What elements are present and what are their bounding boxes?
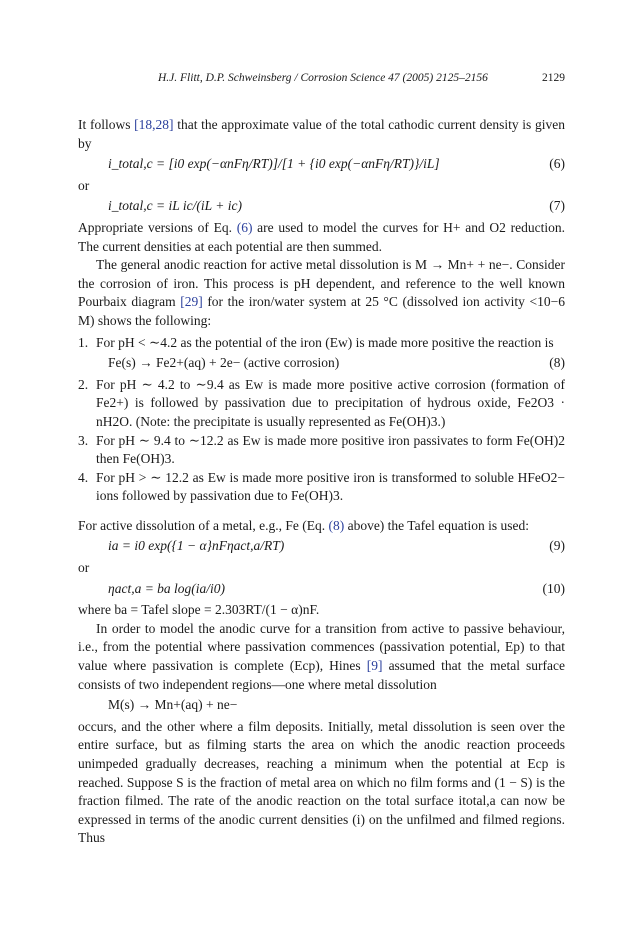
equation-expression: M(s) → Mn+(aq) + ne− [108,697,238,713]
list-marker: 2. [78,376,89,392]
equation-expression: i_total,c = iL ic/(iL + ic) [108,198,242,214]
equation-6 [78,155,565,174]
text: In order to model the anodic curve for a transition from active to passive behaviour, i.e., from the potential where passivation commences (passivation potential, Ep) to that value where passivation is complete (Ecp), Hines [78,620,565,674]
text: It follows [78,117,135,132]
paragraph-4 [78,517,565,536]
text: Appropriate versions of Eq. [78,219,237,235]
equation-expression: ia = i0 exp({1 − α}nFηact,a/RT) [108,538,285,554]
paragraph-1 [78,116,565,153]
equation-dissolution [78,696,565,715]
or-label: or [78,560,90,576]
list-item-text: For pH ∼ 9.4 to ∼12.2 as Ew is made more positive iron passivates to form Fe(OH)2 then Fe(OH)3. [96,432,565,467]
list-marker: 3. [78,432,89,448]
equation-expression: ηact,a = ba log(ia/i0) [108,580,226,596]
list-item-text: For pH < ∼4.2 as the potential of the iron (Ew) is made more positive the reaction is [96,334,554,350]
text: that the approximate value of the total cathodic current density is given by [78,117,565,151]
list-item [78,432,565,469]
paragraph-2 [78,219,565,256]
list-item [78,334,565,373]
equation-8 [96,354,565,373]
text: assumed that the metal surface consists of two independent regions—one where metal dissolution [78,658,566,692]
list-item-text: For pH ∼ 4.2 to ∼9.4 as Ew is made more positive active corrosion (formation of Fe2+) is followed by passivation due to precipitation of hydrous oxide, Fe2O3 · nH2O. (Note: the precipitate is usually represented as Fe(OH)3.) [96,376,565,429]
citation-link[interactable]: [9] [366,658,383,674]
equation-number: (6) [549,156,565,172]
list-item [78,469,565,506]
equation-10 [78,580,565,599]
pourbaix-list [78,334,565,506]
journal-citation: H.J. Flitt, D.P. Schweinsberg / Corrosion Science 47 (2005) 2125–2156 [158,72,488,84]
citation-link[interactable]: [29] [180,294,203,310]
page-number: 2129 [542,72,565,84]
text: For active dissolution of a metal, e.g., Fe (Eq. [78,517,329,533]
text: are used to model the curves for H+ and O2 reduction. The current densities at each potential are then summed. [78,219,565,254]
paragraph-7: occurs, and the other where a film deposits. Initially, metal dissolution is seen over the entire surface, but as filming starts the area on which the anodic reaction proceeds unimpeded gradually decreases, reaching a minimum when the potential at Ecp is reached. Suppose S is the fraction of metal area on which no film forms and (1 − S) is the fraction filmed. The rate of the anodic reaction on the total surface itotal,a can now be expressed in terms of the anodic current densities (i) on the unfilmed and filmed regions. Thus [78,718,565,846]
paragraph-5: where ba = Tafel slope = 2.303RT/(1 − α)nF. [78,602,320,618]
text: The general anodic reaction for active metal dissolution is M → Mn+ + ne−. Consider the corrosion of iron. This process is pH dependent, and reference to the well known Pourbaix diagram [78,257,565,310]
equation-number: (10) [542,580,565,596]
list-item-text: For pH > ∼ 12.2 as Ew is made more positive iron is transformed to soluble HFeO2− ions followed by passivation due to Fe(OH)3. [96,469,565,504]
equation-link[interactable]: (6) [236,219,253,235]
list-item [78,376,565,432]
article-body [78,116,565,848]
equation-link[interactable]: (8) [328,517,345,533]
equation-7 [78,197,565,216]
paragraph-3 [78,256,565,330]
equation-number: (8) [549,355,565,371]
text: above) the Tafel equation is used: [344,517,529,533]
equation-number: (7) [549,198,565,214]
equation-9 [78,537,565,556]
equation-expression: Fe(s) → Fe2+(aq) + 2e− (active corrosion) [108,355,340,371]
list-marker: 4. [78,469,89,485]
equation-expression: i_total,c = [i0 exp(−αnFη/RT)]/[1 + {i0 exp(−αnFη/RT)}/iL] [108,156,440,172]
text: for the iron/water system at 25 °C (dissolved ion activity <10−6 M) shows the following: [78,294,565,328]
equation-number: (9) [549,538,565,554]
spacer [78,509,565,517]
citation-link[interactable]: [18,28] [134,117,174,132]
paragraph-6 [78,620,565,694]
or-label: or [78,177,90,193]
list-marker: 1. [78,334,89,350]
